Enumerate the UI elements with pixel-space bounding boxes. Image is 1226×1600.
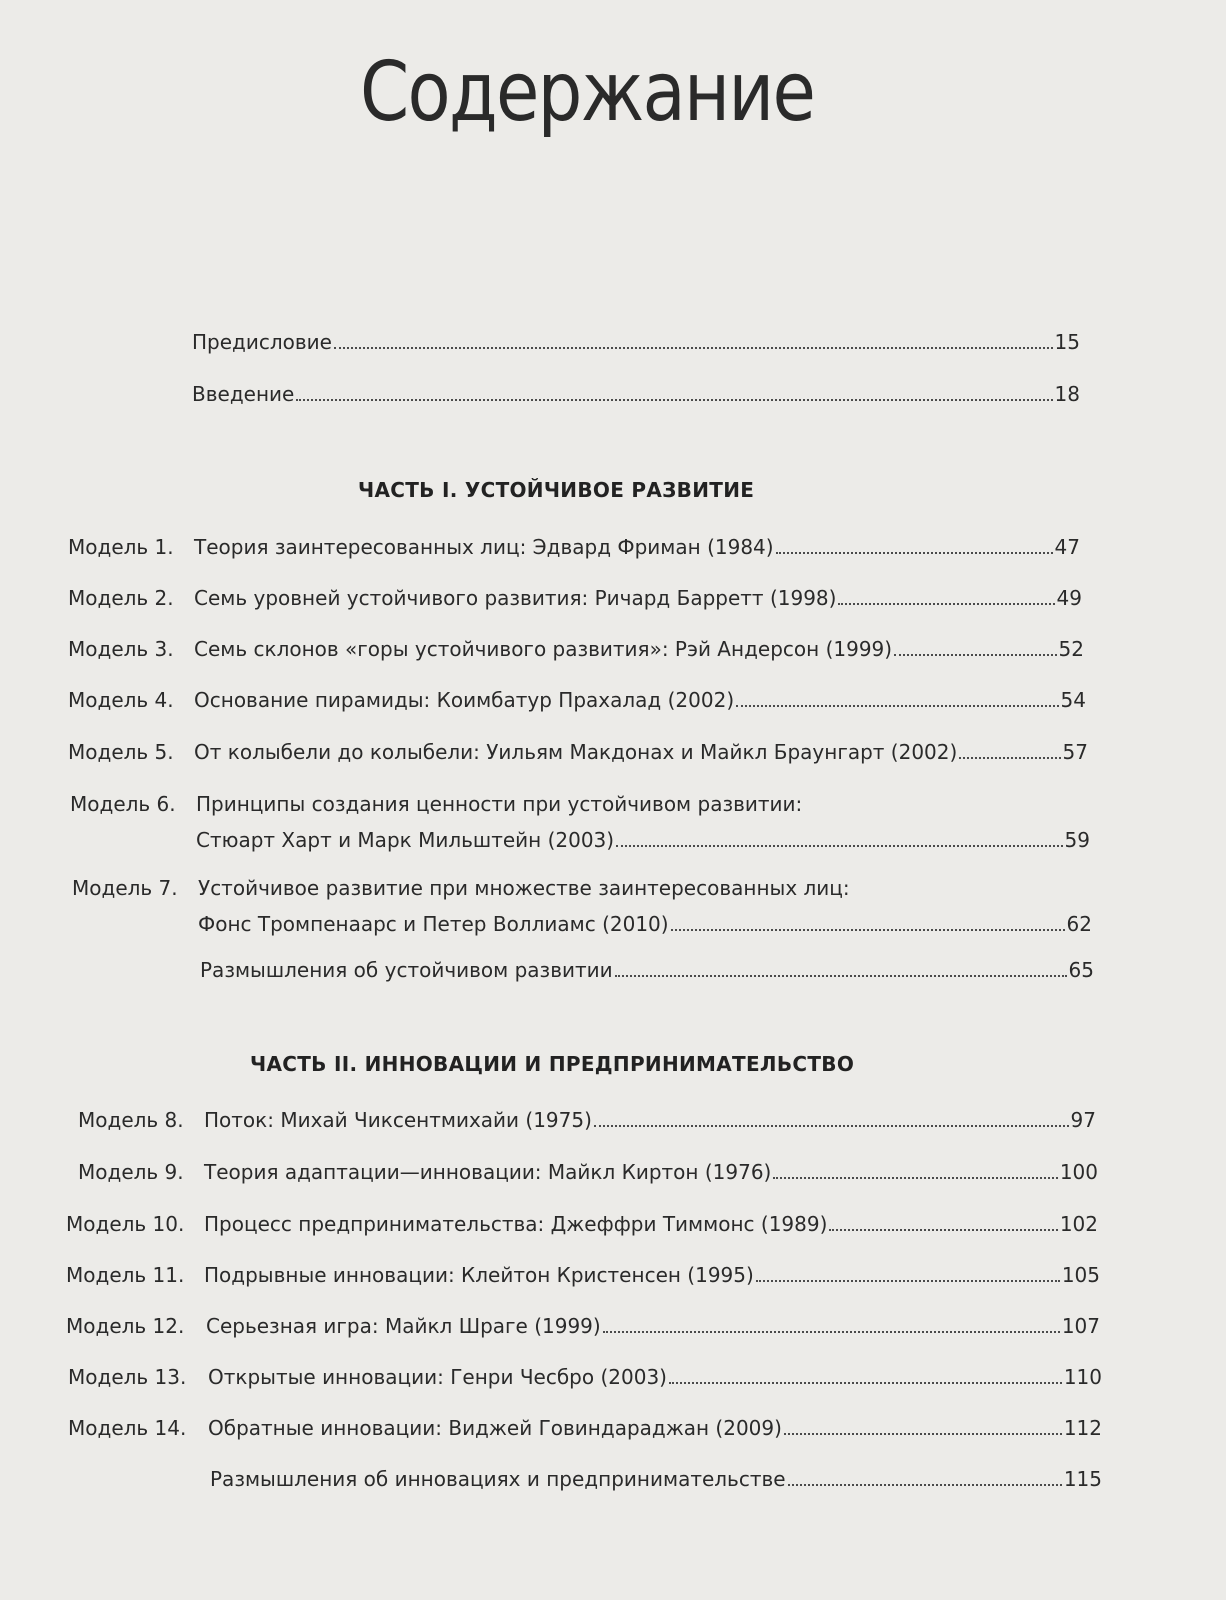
toc-page-number: 57 xyxy=(1062,740,1088,764)
leader-dots xyxy=(616,845,1062,847)
toc-entry-text: Введение xyxy=(192,382,295,406)
toc-entry-text: Открытые инновации: Генри Чесбро (2003) xyxy=(208,1365,667,1389)
model-label: Модель 3. xyxy=(68,637,174,661)
toc-entry-text: Теория заинтересованных лиц: Эдвард Фриман (1984) xyxy=(194,535,774,559)
toc-entry-text: Теория адаптации—инновации: Майкл Киртон (1976) xyxy=(204,1160,772,1184)
toc-page-number: 112 xyxy=(1063,1416,1102,1440)
model-label: Модель 2. xyxy=(68,586,174,610)
leader-dots xyxy=(959,757,1060,759)
toc-page-number: 100 xyxy=(1059,1160,1098,1184)
leader-dots xyxy=(773,1177,1057,1179)
toc-entry-model-13 xyxy=(68,1365,1102,1389)
toc-entry-introduction xyxy=(192,382,1080,406)
toc-entry-model-9 xyxy=(78,1160,1098,1184)
leader-dots xyxy=(838,603,1054,605)
toc-entry-model-3 xyxy=(68,637,1084,661)
toc-entry-text: Размышления об инновациях и предпринимательстве xyxy=(210,1467,786,1491)
toc-page-number: 59 xyxy=(1064,828,1090,852)
leader-dots xyxy=(603,1331,1060,1333)
toc-entry-text: Обратные инновации: Виджей Говиндараджан (2009) xyxy=(208,1416,782,1440)
toc-entry-model-8 xyxy=(78,1108,1096,1132)
toc-entry-text: Серьезная игра: Майкл Шраге (1999) xyxy=(206,1314,601,1338)
model-label: Модель 5. xyxy=(68,740,174,764)
leader-dots xyxy=(736,705,1058,707)
model-label: Модель 9. xyxy=(78,1160,184,1184)
toc-page-number: 47 xyxy=(1054,535,1080,559)
toc-page-number: 115 xyxy=(1063,1467,1102,1491)
toc-entry-model-2 xyxy=(68,586,1082,610)
model-label: Модель 7. xyxy=(72,876,178,900)
toc-entry-model-4 xyxy=(68,688,1086,712)
toc-page-number: 102 xyxy=(1059,1212,1098,1236)
model-label: Модель 6. xyxy=(70,792,176,816)
toc-page-number: 15 xyxy=(1054,330,1080,354)
leader-dots xyxy=(756,1280,1060,1282)
model-label: Модель 12. xyxy=(66,1314,185,1338)
leader-dots xyxy=(669,1382,1062,1384)
leader-dots xyxy=(788,1484,1062,1486)
toc-entry-text: От колыбели до колыбели: Уильям Макдонах и Майкл Браунгарт (2002) xyxy=(194,740,958,764)
toc-entry-model-12 xyxy=(66,1314,1100,1338)
toc-entry-text: Предисловие xyxy=(192,330,332,354)
leader-dots xyxy=(671,929,1065,931)
toc-entry-text-line1: Устойчивое развитие при множестве заинтересованных лиц: xyxy=(198,876,850,900)
toc-entry-preface xyxy=(192,330,1080,354)
toc-entry-model-11 xyxy=(66,1263,1100,1287)
toc-page-number: 65 xyxy=(1068,958,1094,982)
toc-page-number: 52 xyxy=(1058,637,1084,661)
leader-dots xyxy=(334,347,1053,349)
toc-page-number: 62 xyxy=(1066,912,1092,936)
leader-dots xyxy=(829,1229,1057,1231)
toc-entry-text-line1: Принципы создания ценности при устойчивом развитии: xyxy=(196,792,803,816)
model-label: Модель 10. xyxy=(66,1212,185,1236)
model-label: Модель 4. xyxy=(68,688,174,712)
toc-entry-text: Семь уровней устойчивого развития: Ричард Барретт (1998) xyxy=(194,586,837,610)
toc-entry-text: Процесс предпринимательства: Джеффри Тиммонс (1989) xyxy=(204,1212,828,1236)
toc-entry-model-14 xyxy=(68,1416,1102,1440)
leader-dots xyxy=(615,975,1067,977)
toc-entry-text-line2: Фонс Тромпенаарс и Петер Воллиамс (2010) xyxy=(198,912,669,936)
part-heading-2: ЧАСТЬ II. ИННОВАЦИИ И ПРЕДПРИНИМАТЕЛЬСТВО xyxy=(250,1052,855,1076)
leader-dots xyxy=(594,1125,1069,1127)
toc-page-number: 97 xyxy=(1070,1108,1096,1132)
model-label: Модель 13. xyxy=(68,1365,187,1389)
leader-dots xyxy=(894,654,1056,656)
toc-entry-text: Семь склонов «горы устойчивого развития»: Рэй Андерсон (1999) xyxy=(194,637,893,661)
toc-entry-model-1 xyxy=(68,535,1080,559)
toc-page-number: 49 xyxy=(1056,586,1082,610)
toc-entry-part1-reflection xyxy=(200,958,1094,982)
toc-entry-text: Основание пирамиды: Коимбатур Прахалад (2002) xyxy=(194,688,735,712)
toc-entry-model-5 xyxy=(68,740,1088,764)
toc-entry-text-line2: Стюарт Харт и Марк Мильштейн (2003) xyxy=(196,828,615,852)
toc-entry-text: Поток: Михай Чиксентмихайи (1975) xyxy=(204,1108,592,1132)
toc-entry-model-6 xyxy=(70,792,1090,852)
model-label: Модель 1. xyxy=(68,535,174,559)
model-label: Модель 14. xyxy=(68,1416,187,1440)
page-title: Содержание xyxy=(360,45,815,140)
toc-page-number: 54 xyxy=(1060,688,1086,712)
toc-page-number: 107 xyxy=(1061,1314,1100,1338)
leader-dots xyxy=(784,1433,1062,1435)
toc-page-number: 110 xyxy=(1063,1365,1102,1389)
toc-entry-model-7 xyxy=(72,876,1092,936)
toc-entry-model-10 xyxy=(66,1212,1098,1236)
model-label: Модель 8. xyxy=(78,1108,184,1132)
leader-dots xyxy=(776,552,1053,554)
toc-entry-part2-reflection xyxy=(210,1467,1102,1491)
toc-page-number: 105 xyxy=(1061,1263,1100,1287)
toc-entry-text: Подрывные инновации: Клейтон Кристенсен (1995) xyxy=(204,1263,754,1287)
part-heading-1: ЧАСТЬ I. УСТОЙЧИВОЕ РАЗВИТИЕ xyxy=(358,478,755,502)
leader-dots xyxy=(296,399,1052,401)
toc-page-number: 18 xyxy=(1054,382,1080,406)
model-label: Модель 11. xyxy=(66,1263,185,1287)
toc-entry-text: Размышления об устойчивом развитии xyxy=(200,958,613,982)
